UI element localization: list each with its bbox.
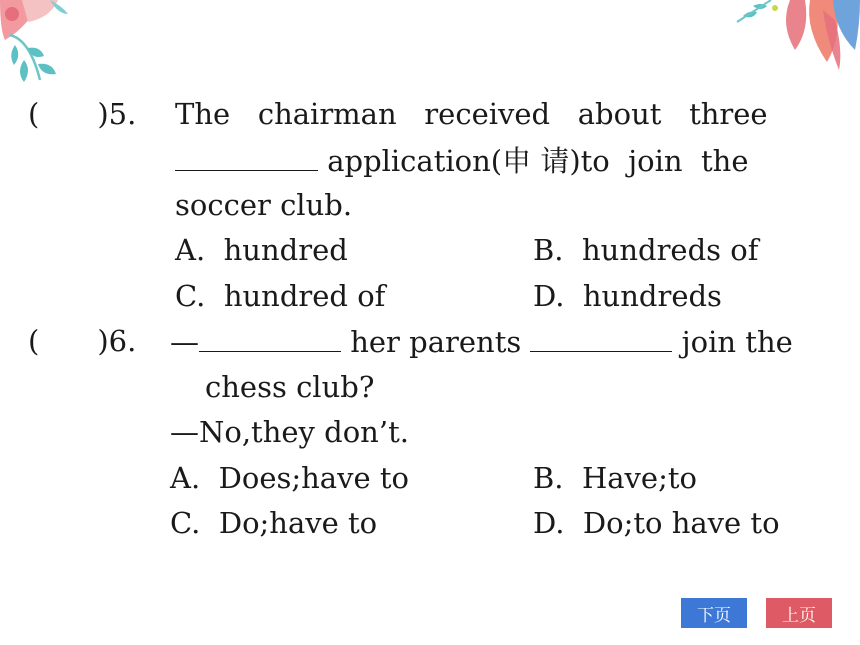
question-6-option-b: [533, 460, 697, 496]
question-5-option-d: [533, 278, 722, 314]
option-text: hundred: [223, 233, 348, 267]
option-text: Do;have to: [218, 506, 378, 540]
question-5-number: ( )5.: [28, 97, 137, 131]
question-5-stem-line-3: soccer club.: [175, 188, 353, 222]
next-page-button[interactable]: 下页: [681, 598, 747, 628]
question-6-stem-text: her parents: [341, 325, 531, 359]
question-6-option-c: [170, 505, 377, 541]
option-text: Have;to: [581, 461, 697, 495]
option-text: hundred of: [223, 279, 386, 313]
leaf-decoration-top-left: [0, 0, 80, 95]
question-6-option-a: [170, 460, 409, 496]
question-6-number: ( )6.: [28, 324, 137, 358]
question-6-stem-line-2: chess club?: [205, 370, 375, 404]
question-5-option-c: [175, 278, 385, 314]
question-6-stem-end: join the: [672, 325, 793, 359]
option-text: Does;have to: [218, 461, 409, 495]
question-6-stem-line-1: [170, 323, 793, 360]
answer-blank-2: [530, 323, 672, 352]
option-letter: B.: [533, 233, 564, 267]
option-text: hundreds: [582, 279, 722, 313]
question-5-stem-text: application(申 请)to join the: [318, 144, 749, 178]
option-letter: B.: [533, 461, 564, 495]
dialogue-dash: —: [170, 325, 199, 359]
option-text: Do;to have to: [582, 506, 780, 540]
option-letter: D.: [533, 279, 565, 313]
option-letter: A.: [175, 233, 206, 267]
answer-blank-1: [199, 323, 341, 352]
question-5-option-b: [533, 232, 758, 268]
option-letter: D.: [533, 506, 565, 540]
question-5-stem-line-1: The chairman received about three: [175, 97, 768, 131]
option-text: hundreds of: [581, 233, 759, 267]
option-letter: C.: [175, 279, 206, 313]
option-letter: A.: [170, 461, 201, 495]
option-letter: C.: [170, 506, 201, 540]
previous-page-button[interactable]: 上页: [766, 598, 832, 628]
question-6-option-d: [533, 505, 780, 541]
question-6-response: —No,they don’t.: [170, 415, 409, 449]
leaf-decoration-top-right: [735, 0, 860, 75]
question-5-option-a: [175, 232, 348, 268]
question-5-stem-line-2: [175, 142, 749, 179]
answer-blank: [175, 142, 318, 171]
